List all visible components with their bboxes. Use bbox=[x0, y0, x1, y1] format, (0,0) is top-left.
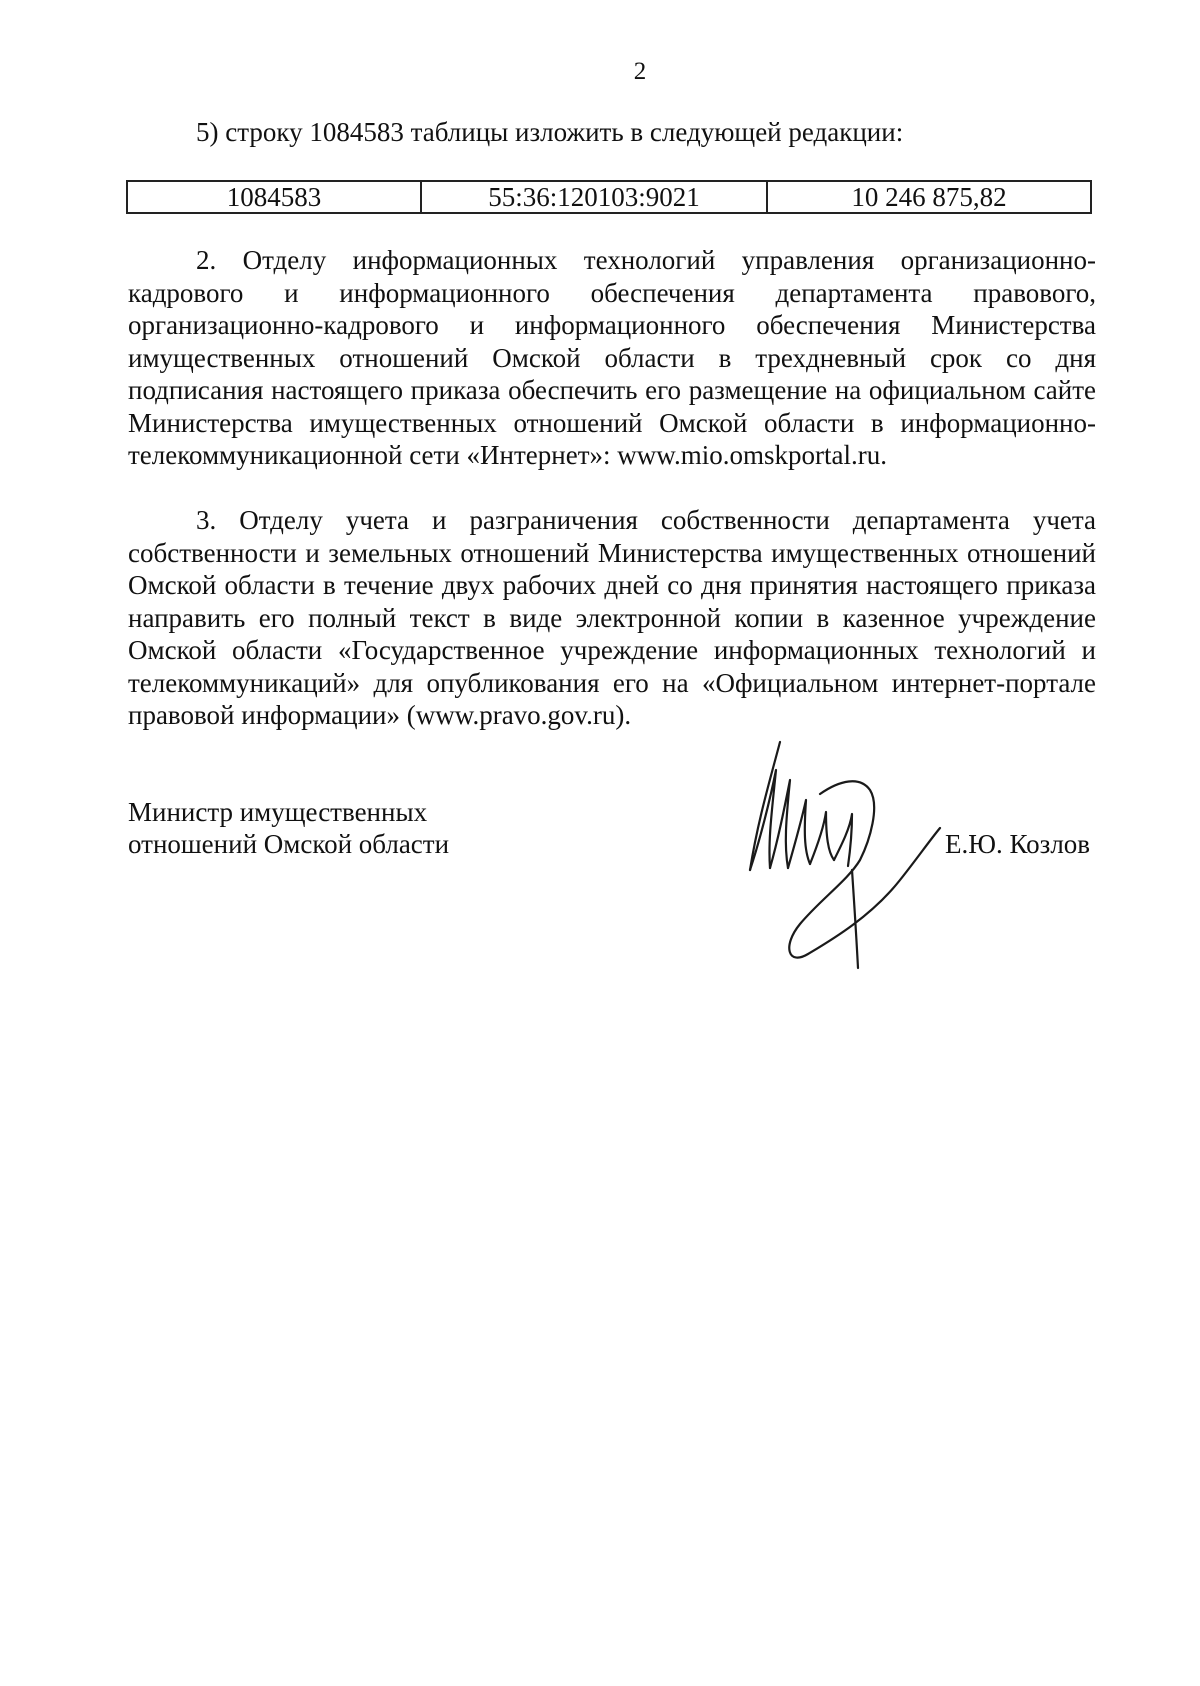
table-row-cells bbox=[127, 181, 1091, 213]
signatory-position bbox=[128, 796, 449, 860]
paragraph-2: 2. Отделу информационных технологий управления организационно-кадрового и информационного обеспечения департамента правового, организационно-кадрового и информационного обеспечения Министерства имущественных отношений Омской области в трехдневный срок со дня подписания настоящего приказа обеспечить его размещение на официальном сайте Министерства имущественных отношений Омской области в информационно-телекоммуникационной сети «Интернет»: www.mio.omskportal.ru. bbox=[128, 245, 1096, 470]
signatory-position-line2: отношений Омской области bbox=[128, 829, 450, 859]
page-number: 2 bbox=[633, 58, 647, 85]
cell-cadastral-number: 55:36:120103:9021 bbox=[421, 181, 767, 213]
signatory-position-line1: Министр имущественных bbox=[128, 797, 428, 827]
table-row bbox=[126, 180, 1092, 214]
intro-line: 5) строку 1084583 таблицы изложить в следующей редакции: bbox=[196, 117, 904, 147]
paragraph-3: 3. Отделу учета и разграничения собственности департамента учета собственности и земельных отношений Министерства имущественных отношений Омской области в течение двух рабочих дней со дня принятия настоящего приказа направить его полный текст в виде электронной копии в казенное учреждение Омской области «Государственное учреждение информационных технологий и телекоммуникаций» для опубликования его на «Официальном интернет-портале правовой информации» (www.pravo.gov.ru). bbox=[128, 505, 1096, 730]
handwritten-signature bbox=[720, 740, 960, 980]
cell-row-number: 1084583 bbox=[127, 181, 421, 213]
signatory-name: Е.Ю. Козлов bbox=[945, 829, 1091, 859]
cell-cadastral-value: 10 246 875,82 bbox=[767, 181, 1091, 213]
